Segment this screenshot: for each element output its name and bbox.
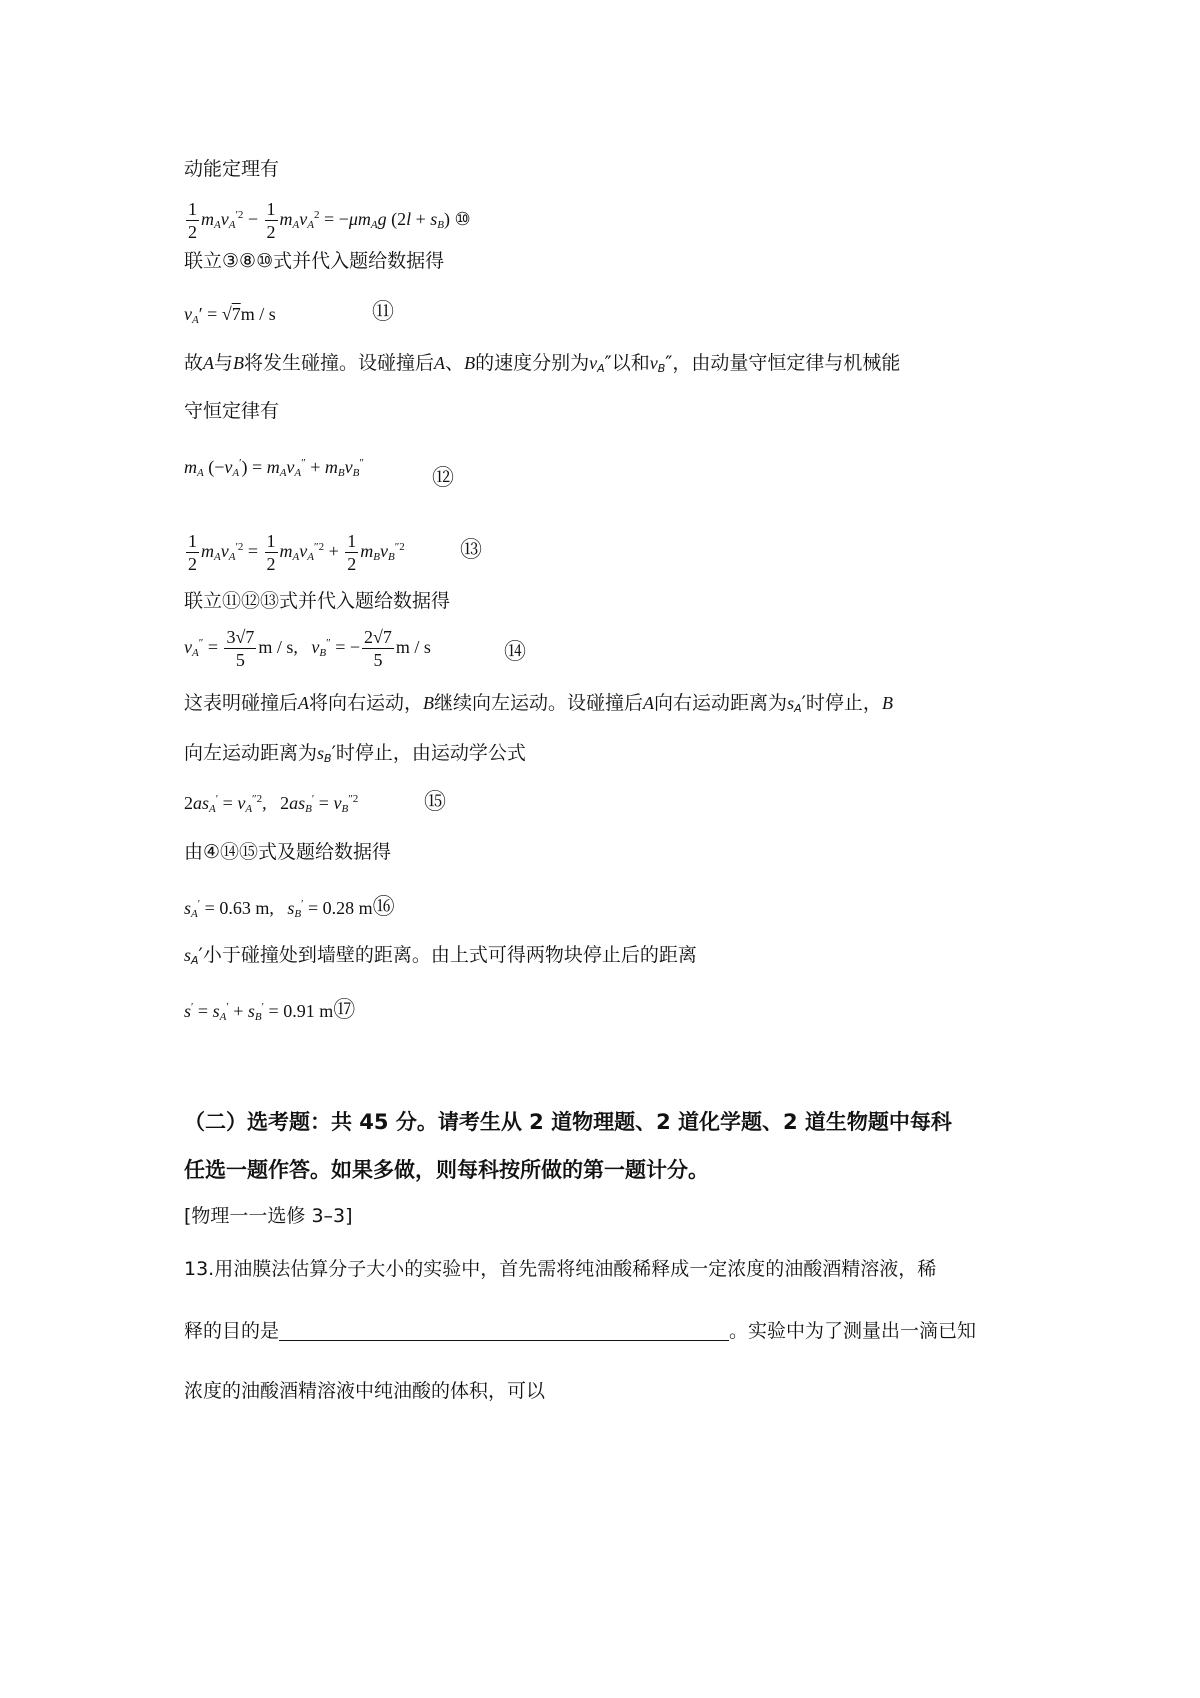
text-line <box>184 252 444 271</box>
tag-14: ⑭ <box>504 640 527 665</box>
section-heading-line1: （二）选考题：共 45 分。请考生从 2 道物理题、2 道化学题、2 道生物题中每科 <box>184 1110 952 1134</box>
tag-10: ⑩ <box>454 209 471 230</box>
question-13-line2: 释的目的是 。实验中为了测量出一滴已知 <box>184 1320 977 1342</box>
equation-14: $v_A''$ = $\frac{3√7}{5}$ m / s, $v_B''$ = − $\frac{2√7}{5}$ m / s <box>184 627 431 670</box>
question-13-line3: 浓度的油酸酒精溶液中纯油酸的体积，可以 <box>184 1380 546 1402</box>
equation-11: $v_A' = √7m / s$ <box>184 304 276 326</box>
text-line: 故A与B将发生碰撞。设碰撞后A、B的速度分别为$v_A''$以和$v_B''$，由动量守恒定律与机械能 <box>184 352 901 375</box>
text-kinetic-theorem: 动能定理有 <box>184 158 280 180</box>
equation-10: $\frac{1}{2}$ $m_Av_A^{'2}$ − $\frac{1}{2}$ $m_Av_A^2 = -\mu m_Ag$ $(2l + s_B)$ ⑩ <box>188 199 471 242</box>
fraction-half: $\frac{1}{2}$ <box>188 199 197 242</box>
text-line: 联立⑪⑫⑬式并代入题给数据得 <box>184 590 451 612</box>
answer-blank[interactable] <box>279 1322 729 1341</box>
equation-12: $m_A$ $(-v_A') = m_Av_A'' + m_Bv_B''$ <box>184 457 364 479</box>
text-line: 这表明碰撞后A将向右运动，B继续向左运动。设碰撞后A向右运动距离为$s_A'$时停止，B <box>184 692 893 715</box>
text-line: 由④⑭⑮式及题给数据得 <box>184 841 392 863</box>
equation-17: $s' = s_A' + s_B' = 0.91$ m⑰ <box>184 998 356 1023</box>
section-heading-line2: 任选一题作答。如果多做，则每科按所做的第一题计分。 <box>184 1158 709 1182</box>
equation-13: $\frac{1}{2}$ $m_Av_A^{'2}$ = $\frac{1}{2}$ $m_Av_A^{''2}$ + $\frac{1}{2}$ $m_Bv_B^{''2}$ <box>188 531 405 574</box>
tag-13: ⑬ <box>460 538 483 563</box>
text-combine-1: 联立③⑧⑩式并代入题给数据得 <box>184 250 445 272</box>
text-line <box>184 160 279 179</box>
tag-15: ⑮ <box>424 790 447 815</box>
tag-16: ⑯ <box>372 895 395 920</box>
fraction-half: $\frac{1}{2}$ <box>266 199 276 242</box>
text-line: $s_A'$小于碰撞处到墙壁的距离。由上式可得两物块停止后的距离 <box>184 944 697 967</box>
text-line: 向左运动距离为$s_B'$时停止，由运动学公式 <box>184 742 526 765</box>
section-subheading: [物理一一选修 3–3] <box>184 1205 353 1227</box>
tag-17: ⑰ <box>333 998 356 1023</box>
equation-15: $2as_A' = v_A^{''2}$, $2as_B' = v_B^{''2}$ <box>184 793 359 815</box>
equation-16: $s_A' = 0.63$ m, $s_B' = 0.28$ m⑯ <box>184 895 395 920</box>
question-13-line1: 13.用油膜法估算分子大小的实验中，首先需将纯油酸稀释成一定浓度的油酸酒精溶液，稀 <box>184 1258 937 1280</box>
tag-12: ⑫ <box>432 466 455 491</box>
text-line: 守恒定律有 <box>184 400 280 422</box>
tag-11: ⑪ <box>372 300 395 325</box>
